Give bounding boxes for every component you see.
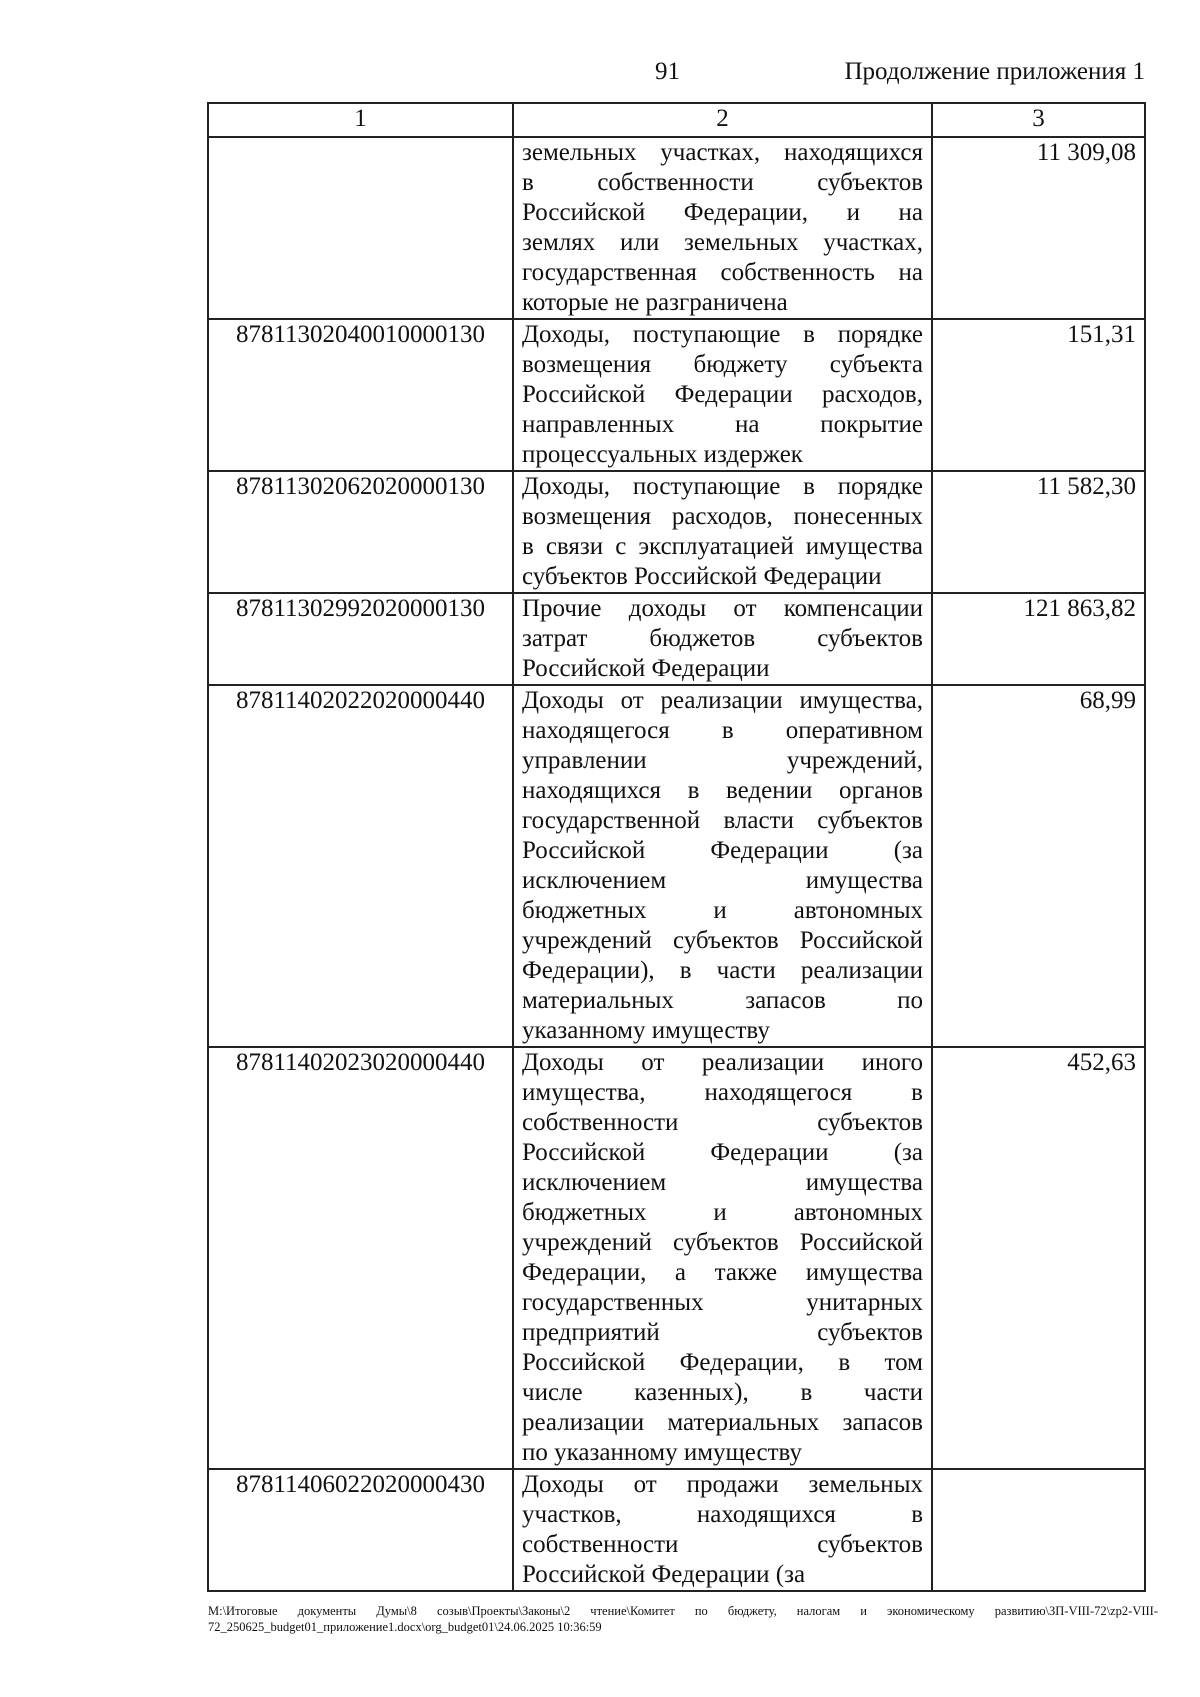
description-line: в связи с эксплуатацией имущества xyxy=(522,533,923,560)
description-line: Доходы от продажи земельных xyxy=(522,1471,923,1498)
column-header-3: 3 xyxy=(932,103,1145,137)
income-description-cell xyxy=(513,1047,932,1469)
description-line: землях или земельных участках, xyxy=(522,229,923,256)
budget-code-cell: 87811402022020000440 xyxy=(208,685,513,1047)
description-line: государственная собственность на xyxy=(522,259,923,286)
description-line: бюджетных и автономных xyxy=(522,1199,923,1226)
description-line: исключением имущества xyxy=(522,1169,923,1196)
description-line: реализации материальных запасов xyxy=(522,1409,923,1436)
table-header-row xyxy=(208,103,1145,137)
description-line: Российской Федерации расходов, xyxy=(522,381,923,408)
description-line: собственности субъектов xyxy=(522,1531,923,1558)
description-line: Российской Федерации (за xyxy=(522,1561,806,1588)
description-line: государственных унитарных xyxy=(522,1289,923,1316)
continuation-caption: Продолжение приложения 1 xyxy=(844,58,1145,85)
table-row xyxy=(208,1469,1145,1591)
income-description-cell xyxy=(513,137,932,319)
description-line: по указанному имуществу xyxy=(522,1439,802,1466)
table-row xyxy=(208,685,1145,1047)
table-row xyxy=(208,1047,1145,1469)
income-description-cell xyxy=(513,685,932,1047)
description-line: бюджетных и автономных xyxy=(522,897,923,924)
budget-code-cell: 87811302040010000130 xyxy=(208,319,513,471)
column-header-2: 2 xyxy=(513,103,932,137)
description-line: находящихся в ведении органов xyxy=(522,777,923,804)
amount-cell: 121 863,82 xyxy=(932,593,1145,685)
income-description-cell xyxy=(513,593,932,685)
description-line: возмещения расходов, понесенных xyxy=(522,503,923,530)
budget-code-cell: 87811302062020000130 xyxy=(208,471,513,593)
description-line: затрат бюджетов субъектов xyxy=(522,625,923,652)
description-line: Российской Федерации (за xyxy=(522,837,923,864)
amount-cell: 68,99 xyxy=(932,685,1145,1047)
budget-code-cell: 87811402023020000440 xyxy=(208,1047,513,1469)
amount-cell: 11 582,30 xyxy=(932,471,1145,593)
description-line: исключением имущества xyxy=(522,867,923,894)
budget-code-cell xyxy=(208,137,513,319)
description-line: учреждений субъектов Российской xyxy=(522,1229,923,1256)
description-line: возмещения бюджету субъекта xyxy=(522,351,923,378)
description-line: учреждений субъектов Российской xyxy=(522,927,923,954)
income-description-cell xyxy=(513,471,932,593)
description-line: Доходы, поступающие в порядке xyxy=(522,321,923,348)
description-line: предприятий субъектов xyxy=(522,1319,923,1346)
description-line: Прочие доходы от компенсации xyxy=(522,595,923,622)
table-row xyxy=(208,319,1145,471)
description-line: государственной власти субъектов xyxy=(522,807,923,834)
table-row xyxy=(208,137,1145,319)
description-line: управлении учреждений, xyxy=(522,747,923,774)
budget-code-cell: 87811302992020000130 xyxy=(208,593,513,685)
description-line: процессуальных издержек xyxy=(522,441,803,468)
description-line: субъектов Российской Федерации xyxy=(522,563,882,590)
income-description-cell xyxy=(513,319,932,471)
description-line: Федерации), в части реализации xyxy=(522,957,923,984)
description-line: указанному имуществу xyxy=(522,1017,770,1044)
amount-cell xyxy=(932,1469,1145,1591)
description-line: участков, находящихся в xyxy=(522,1501,923,1528)
budget-table xyxy=(207,102,1146,1592)
description-line: которые не разграничена xyxy=(522,289,788,316)
page-number: 91 xyxy=(655,58,680,85)
description-line: Российской Федерации, и на xyxy=(522,199,923,226)
description-line: земельных участках, находящихся xyxy=(522,139,923,166)
table-row xyxy=(208,593,1145,685)
column-header-1: 1 xyxy=(208,103,513,137)
description-line: Доходы, поступающие в порядке xyxy=(522,473,923,500)
description-line: Федерации, а также имущества xyxy=(522,1259,923,1286)
document-path-footer: М:\Итоговые документы Думы\8 созыв\Проекты\Законы\2 чтение\Комитет по бюджету, налогам и экономическому развитию\ЗП-VIII-72\zp2-VIII-72_250625_budget01_приложение1.docx\org_budget01\24.06.2025 10:36:59 xyxy=(208,1604,1158,1634)
description-line: имущества, находящегося в xyxy=(522,1079,923,1106)
description-line: в собственности субъектов xyxy=(522,169,923,196)
amount-cell: 452,63 xyxy=(932,1047,1145,1469)
description-line: направленных на покрытие xyxy=(522,411,923,438)
description-line: Российской Федерации xyxy=(522,655,770,682)
description-line: находящегося в оперативном xyxy=(522,717,923,744)
budget-code-cell: 87811406022020000430 xyxy=(208,1469,513,1591)
income-description-cell xyxy=(513,1469,932,1591)
table-row xyxy=(208,471,1145,593)
description-line: Российской Федерации, в том xyxy=(522,1349,923,1376)
amount-cell: 151,31 xyxy=(932,319,1145,471)
description-line: Российской Федерации (за xyxy=(522,1139,923,1166)
description-line: собственности субъектов xyxy=(522,1109,923,1136)
amount-cell: 11 309,08 xyxy=(932,137,1145,319)
description-line: материальных запасов по xyxy=(522,987,923,1014)
description-line: числе казенных), в части xyxy=(522,1379,923,1406)
description-line: Доходы от реализации иного xyxy=(522,1049,923,1076)
description-line: Доходы от реализации имущества, xyxy=(522,687,923,714)
